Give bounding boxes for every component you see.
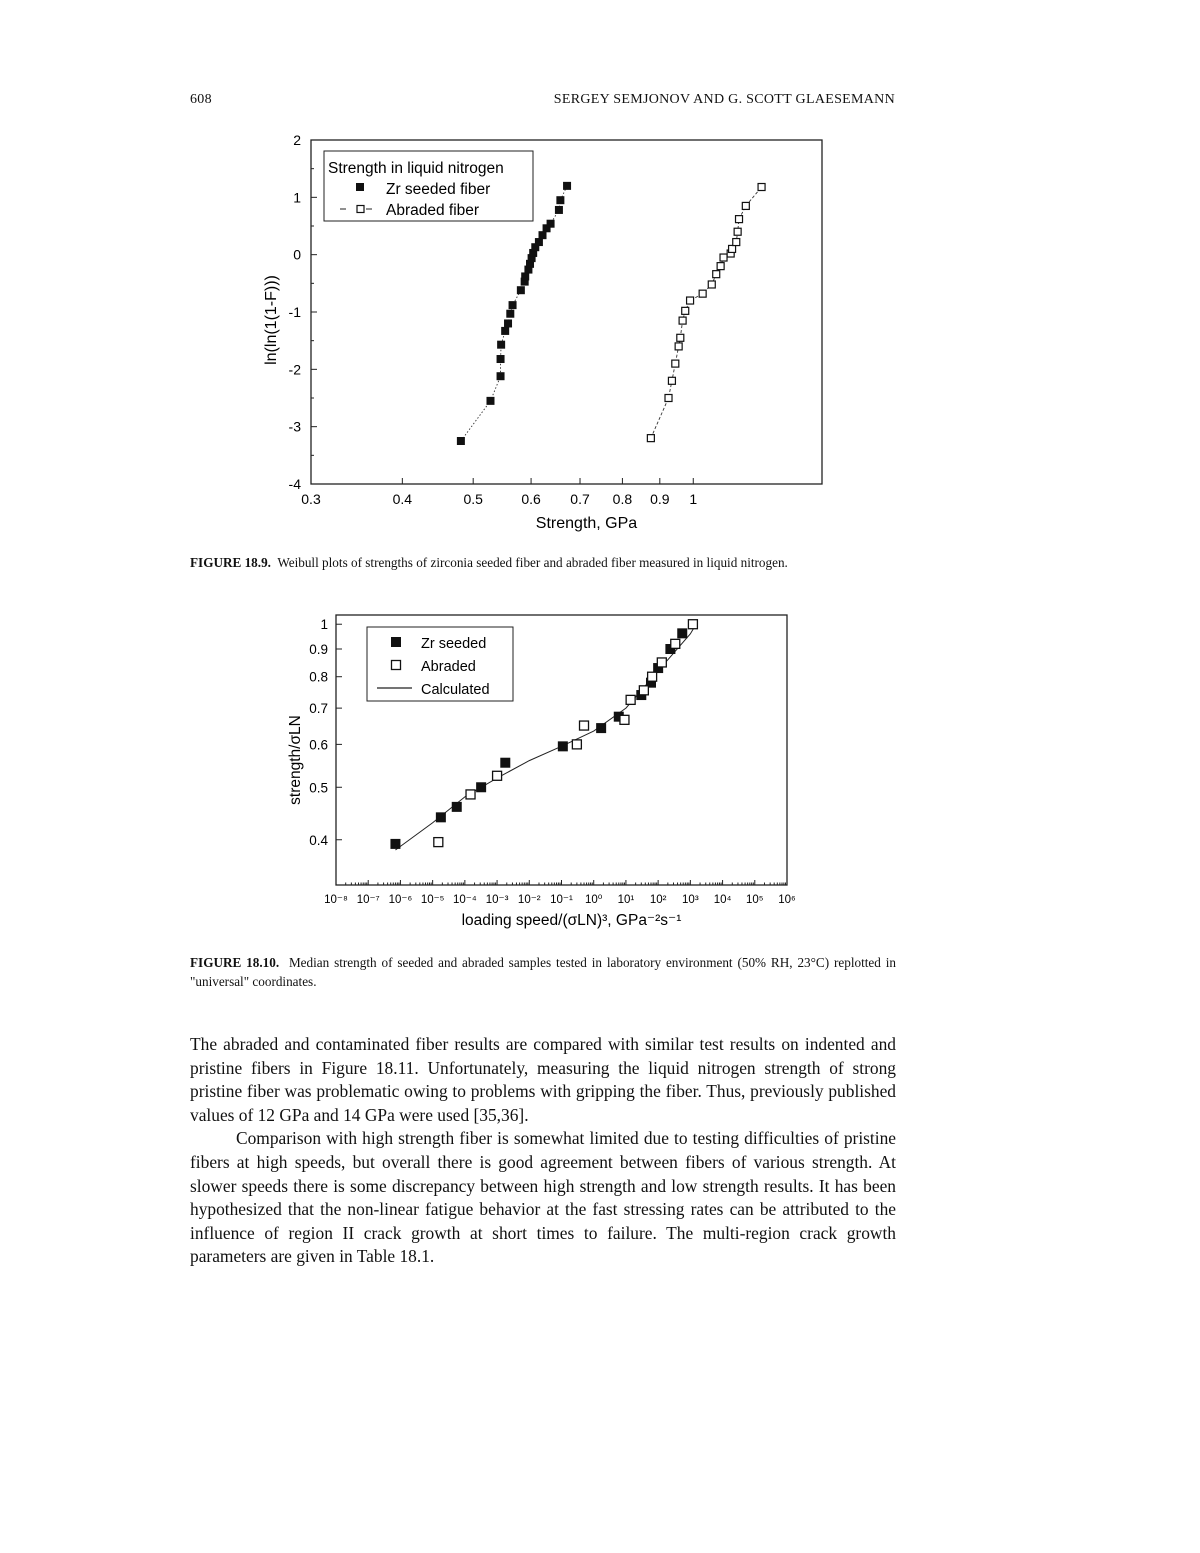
y-tick-label: 1 (293, 189, 301, 206)
x-tick-label: 0.9 (650, 491, 670, 507)
x-tick-label: 10⁻² (517, 894, 541, 906)
data-point-seeded (476, 782, 486, 792)
legend-label: Abraded (421, 659, 476, 675)
y-tick-label: 0.8 (309, 669, 328, 685)
paragraph: The abraded and contaminated fiber results are compared with similar test results on indented and pristine fibers in Figure 18.11. Unfortunately, measuring the liquid nitrogen strength of strong pristine fiber was problematic owing to problems with gripping the fiber. Thus, previously published values of 12 GPa and 14 GPa were used [35,36]. (190, 1034, 896, 1125)
y-tick-label: -3 (288, 418, 301, 435)
x-tick-label: 10⁻³ (485, 894, 509, 906)
legend-title: Strength in liquid nitrogen (328, 160, 504, 177)
data-point-abraded (580, 721, 589, 730)
data-point-abraded (620, 715, 629, 724)
x-tick-label: 10⁻⁸ (324, 894, 348, 906)
data-point-seeded (452, 802, 462, 812)
x-tick-label: 0.8 (612, 491, 633, 507)
y-tick-label: 0.9 (309, 642, 328, 658)
data-point-seeded (436, 812, 446, 822)
data-point-abraded (671, 639, 680, 648)
x-axis-label: loading speed/(σLN)³, GPa⁻²s⁻¹ (461, 912, 682, 929)
data-point-abraded (648, 672, 657, 681)
legend-marker-abraded (392, 661, 401, 670)
data-point-abraded (572, 740, 581, 749)
legend-label: Zr seeded (421, 636, 487, 652)
data-point-abraded (639, 686, 648, 695)
legend-label: Zr seeded fiber (386, 181, 491, 198)
legend-marker-seeded (391, 637, 401, 647)
caption-text: Median strength of seeded and abraded samples tested in laboratory environment (50% RH, 23°C) replotted in "universal" coordinates. (190, 955, 896, 989)
x-tick-label: 10⁻¹ (550, 894, 573, 906)
x-tick-label: 0.7 (570, 491, 590, 507)
y-tick-label: 1 (320, 617, 328, 633)
y-tick-label: 0.6 (309, 737, 328, 753)
data-point-seeded (596, 723, 606, 733)
y-tick-label: -4 (288, 476, 301, 492)
y-tick-label: 0.4 (309, 832, 328, 848)
x-tick-label: 10⁻⁷ (356, 894, 380, 906)
x-tick-label: 0.5 (463, 491, 483, 507)
body-text (190, 1033, 896, 1269)
y-axis-label: ln(ln(1(1-F))) (263, 275, 280, 365)
data-point-abraded (688, 620, 697, 629)
caption-label: FIGURE 18.10. (190, 955, 280, 970)
y-tick-label: -1 (288, 304, 301, 320)
y-tick-label: 0 (293, 246, 301, 263)
x-tick-label: 0.4 (392, 491, 413, 507)
data-point-abraded (626, 695, 635, 704)
legend-label: Calculated (421, 682, 490, 698)
x-tick-label: 10⁻⁴ (452, 894, 477, 906)
x-tick-label: 10³ (682, 894, 699, 906)
data-point-seeded (558, 741, 568, 751)
x-tick-label: 10⁶ (778, 894, 796, 906)
legend (367, 627, 513, 701)
x-tick-label: 10⁰ (585, 894, 603, 906)
x-tick-label: 1 (689, 491, 698, 507)
figure-18-10-caption (190, 953, 896, 991)
x-tick-label: 0.3 (301, 491, 321, 507)
x-tick-label: 10⁵ (746, 894, 764, 906)
x-tick-label: 0.6 (521, 491, 541, 507)
caption-text: Weibull plots of strengths of zirconia seeded fiber and abraded fiber measured in liquid nitrogen. (277, 555, 788, 570)
data-point-abraded (434, 838, 443, 847)
y-tick-label: 2 (293, 132, 301, 148)
running-title: SERGEY SEMJONOV AND G. SCOTT GLAESEMANN (553, 92, 895, 107)
y-axis-label: strength/σLN (287, 715, 304, 805)
paragraph: Comparison with high strength fiber is somewhat limited due to testing difficulties of pristine fibers at high speeds, but overall there is good agreement between fibers of various strength. At slower speeds there is some discrepancy between high strength and low strength results. It has been hypothesized that the non-linear fatigue behavior at the fast stressing rates can be attributed to the influence of region II crack growth at short times to failure. The multi-region crack growth parameters are given in Table 18.1. (190, 1128, 896, 1267)
x-tick-label: 10⁻⁵ (420, 894, 445, 906)
x-tick-label: 10¹ (617, 894, 635, 906)
page-number: 608 (190, 92, 212, 107)
x-axis-label: Strength, GPa (535, 515, 638, 532)
data-point-abraded (493, 771, 502, 780)
legend-label: Abraded fiber (386, 202, 480, 219)
caption-label: FIGURE 18.9. (190, 555, 271, 570)
x-tick-label: 10⁴ (713, 894, 732, 906)
data-point-abraded (657, 658, 666, 667)
x-tick-label: 10⁻⁶ (388, 894, 413, 906)
y-tick-label: -2 (288, 361, 301, 378)
y-tick-label: 0.5 (309, 780, 328, 796)
y-tick-label: 0.7 (309, 701, 328, 717)
data-point-seeded (677, 628, 687, 638)
x-tick-label: 10² (649, 894, 667, 906)
data-point-seeded (390, 839, 400, 849)
data-point-seeded (500, 758, 510, 768)
data-point-abraded (466, 790, 475, 799)
